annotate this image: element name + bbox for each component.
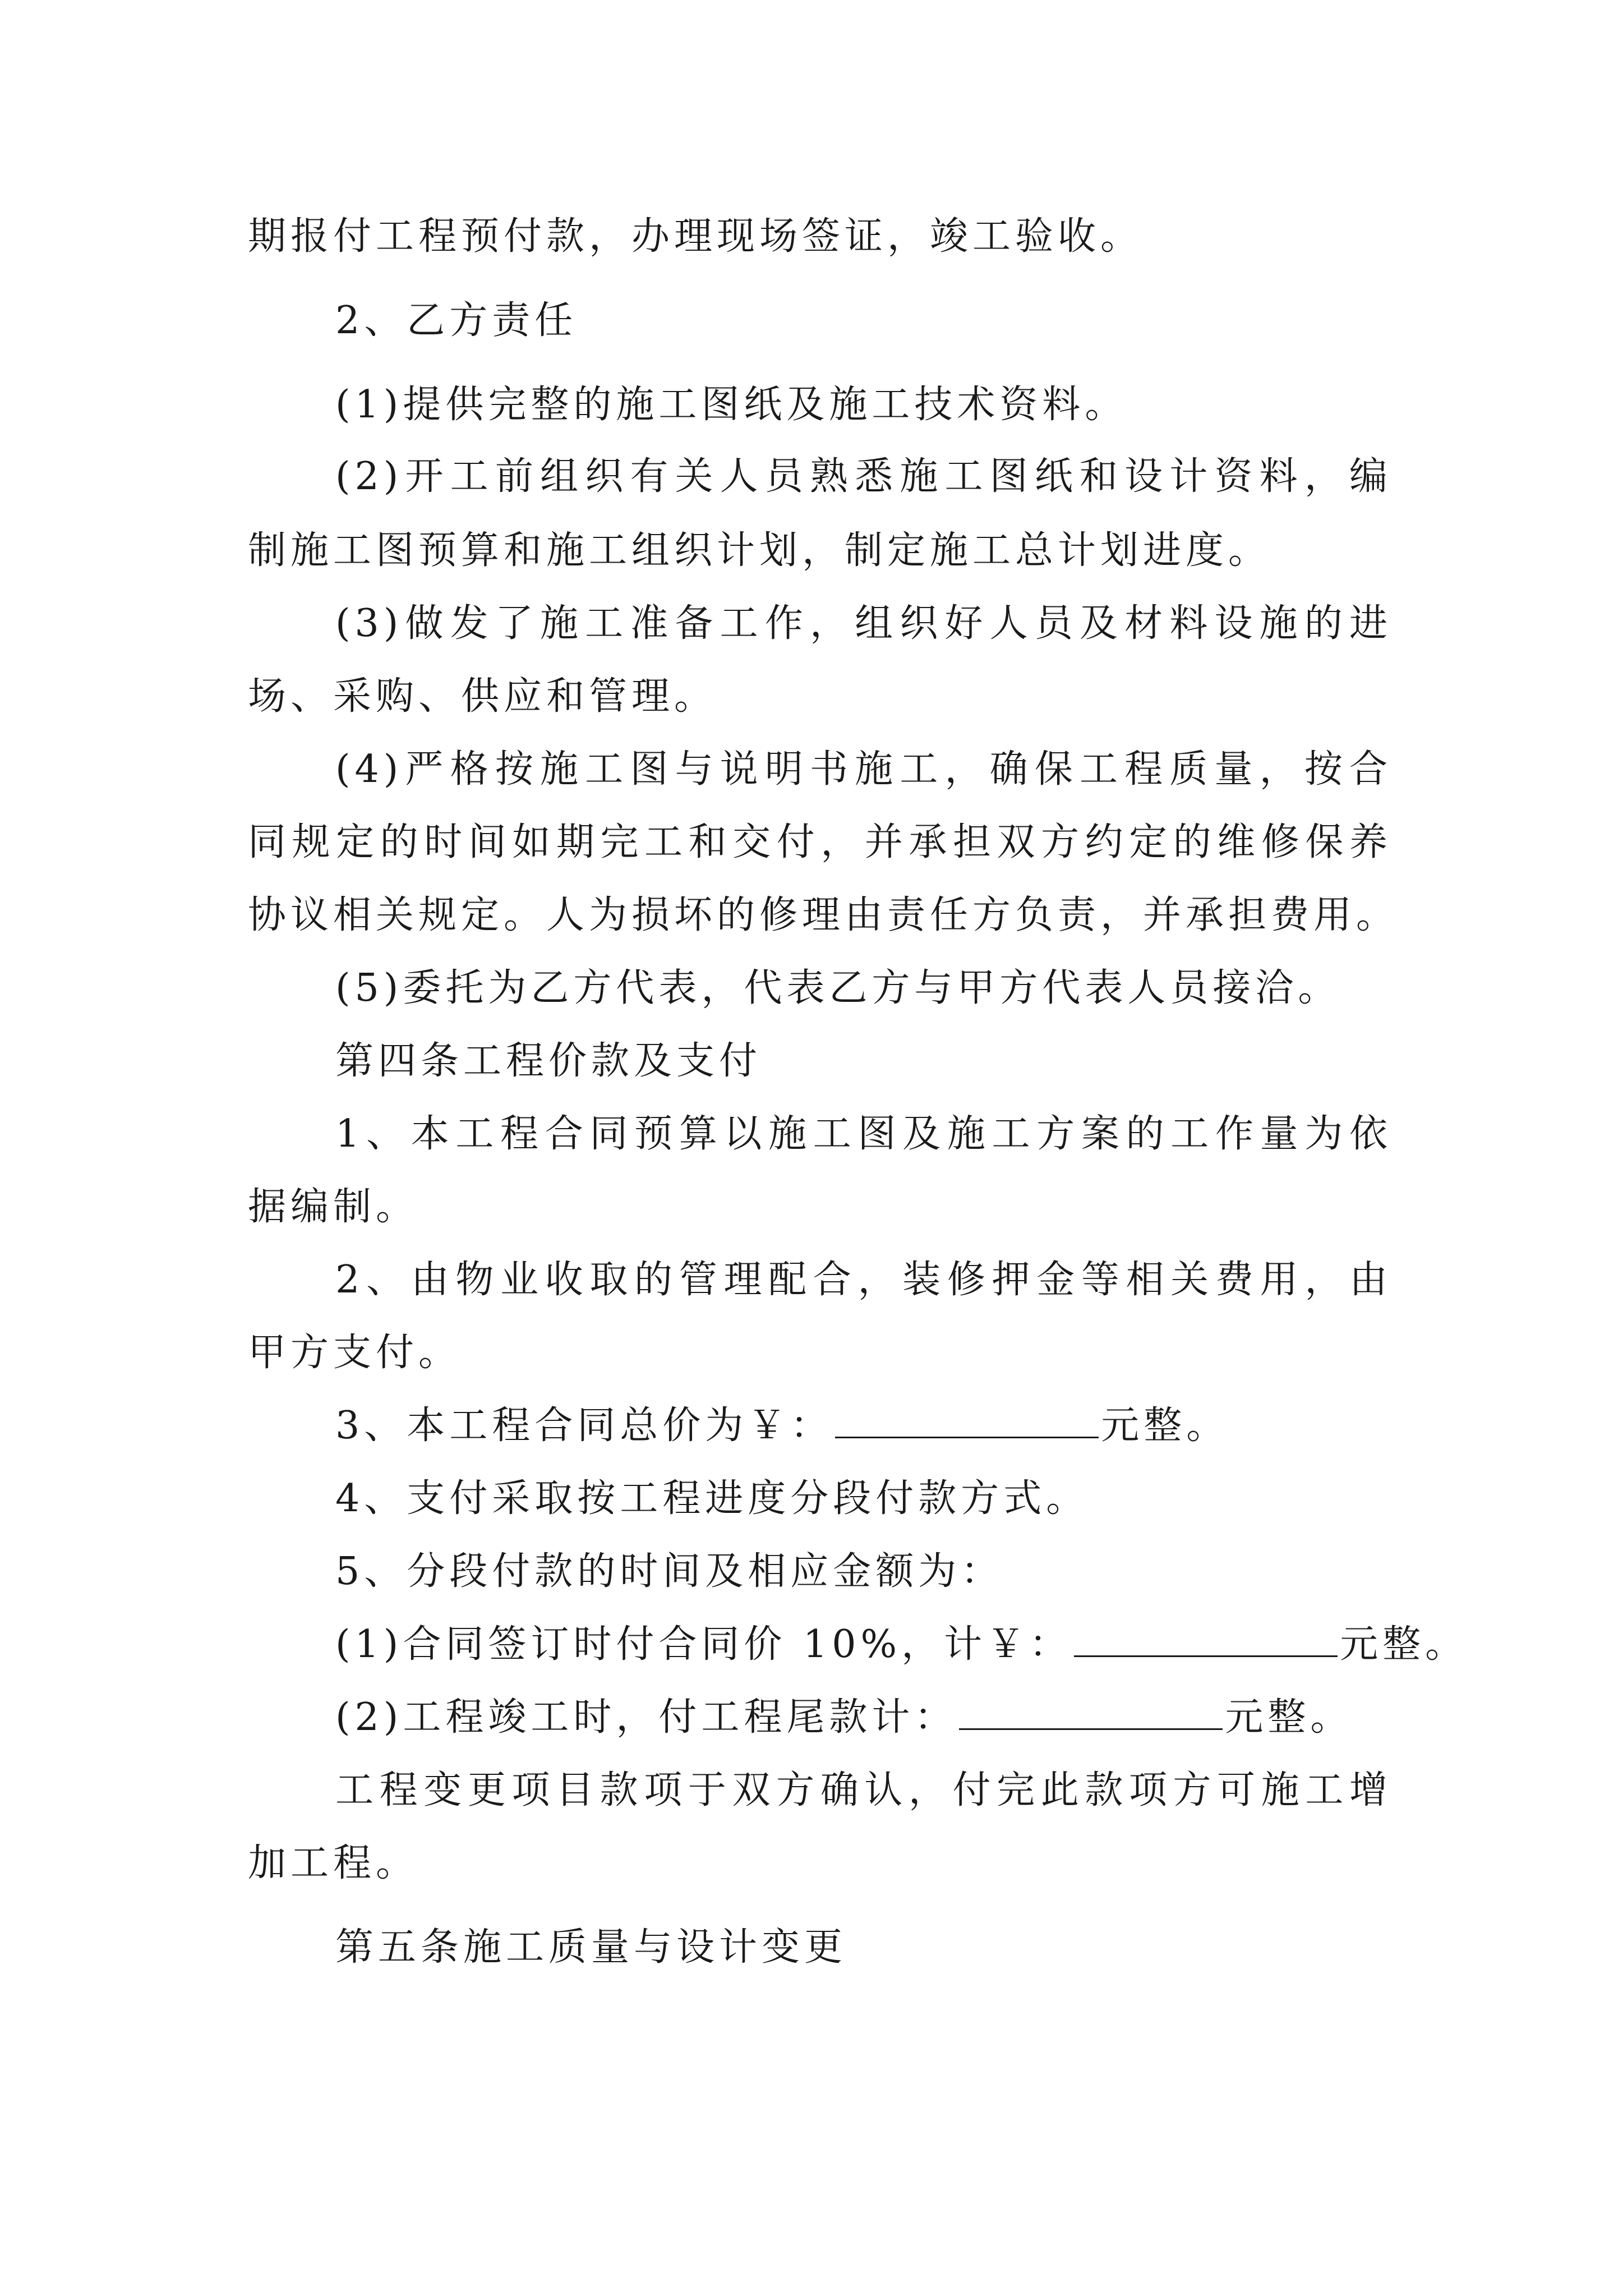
payment-2-line [335,1690,1392,1746]
paragraph-line: 工程变更项目款项于双方确认，付完此款项方可施工增 [335,1768,1392,1812]
payment-2-blank [959,1691,1223,1730]
paragraph-line: 甲方支付。 [248,1331,462,1375]
payment-1-suffix: 元整。 [1340,1622,1468,1667]
section-heading: 2、乙方责任 [335,298,578,343]
total-price-suffix: 元整。 [1101,1404,1229,1448]
paragraph-line: 协议相关规定。人为损坏的修理由责任方负责，并承担费用。 [248,893,1399,937]
paragraph-line: 4、支付采取按工程进度分段付款方式。 [335,1476,1089,1521]
paragraph-line: 加工程。 [248,1841,419,1885]
paragraph-line: 制施工图预算和施工组织计划，制定施工总计划进度。 [248,528,1271,573]
total-price-prefix: 3、本工程合同总价为￥： [335,1404,833,1448]
paragraph-line: (3)做发了施工准备工作，组织好人员及材料设施的进 [335,601,1392,646]
payment-2-prefix: (2)工程竣工时，付工程尾款计： [335,1695,957,1740]
paragraph-line: 同规定的时间如期完工和交付，并承担双方约定的维修保养 [248,820,1392,864]
payment-1-blank [1074,1618,1338,1657]
paragraph-line: 据编制。 [248,1185,419,1229]
paragraph-line: (5)委托为乙方代表，代表乙方与甲方代表人员接洽。 [335,966,1341,1010]
paragraph-line: 场、采购、供应和管理。 [248,674,717,719]
payment-1-prefix: (1)合同签订时付合同价 10%，计￥： [335,1622,1072,1667]
payment-2-suffix: 元整。 [1225,1695,1353,1740]
paragraph-line: (2)开工前组织有关人员熟悉施工图纸和设计资料，编 [335,454,1392,499]
paragraph-line: 5、分段付款的时间及相应金额为： [335,1549,1004,1594]
paragraph-line: 期报付工程预付款，办理现场签证，竣工验收。 [248,214,1144,259]
payment-1-line [335,1617,1468,1673]
article-heading: 第四条工程价款及支付 [335,1039,762,1083]
total-price-line [335,1398,1392,1454]
article-heading: 第五条施工质量与设计变更 [335,1925,847,1970]
paragraph-line: 1、本工程合同预算以施工图及施工方案的工作量为依 [335,1112,1392,1156]
paragraph-line: (1)提供完整的施工图纸及施工技术资料。 [335,383,1128,427]
paragraph-line: 2、由物业收取的管理配合，装修押金等相关费用，由 [335,1258,1392,1302]
total-price-blank [835,1400,1099,1438]
paragraph-line: (4)严格按施工图与说明书施工，确保工程质量，按合 [335,747,1392,792]
